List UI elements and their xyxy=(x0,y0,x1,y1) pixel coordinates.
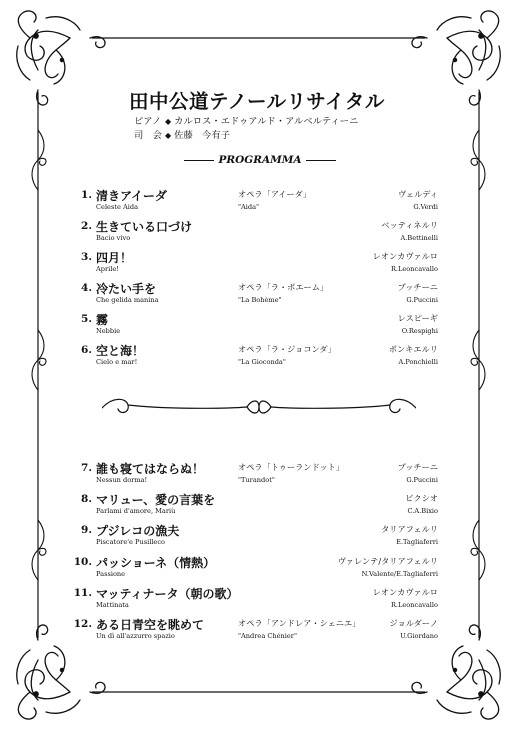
program-item xyxy=(70,587,442,615)
item-title-jp: 空と海！ xyxy=(96,344,145,358)
item-title-en: Un dì all'azzurro spazio xyxy=(96,632,175,640)
item-title-jp: 霧 xyxy=(96,313,109,327)
item-title-jp: パッショーネ（情熱） xyxy=(96,556,216,570)
program-item xyxy=(70,282,442,310)
item-composer-jp: ヴェルディ xyxy=(398,189,438,199)
item-opera-jp: オペラ「ラ・ボエーム」 xyxy=(238,282,329,292)
item-number: 6. xyxy=(81,344,92,356)
item-composer-jp: ジョルダーノ xyxy=(389,618,438,628)
item-composer-jp: レオンカヴァルロ xyxy=(372,251,438,261)
item-composer-jp: プッチーニ xyxy=(397,462,438,472)
program-item xyxy=(70,493,442,521)
item-title-en: Che gelida manina xyxy=(96,296,159,304)
item-title-en: Celeste Aida xyxy=(96,203,139,211)
item-composer-en: N.Valente/E.Tagliaferri xyxy=(361,570,438,578)
item-composer-en: G.Puccini xyxy=(406,476,438,484)
item-number: 9. xyxy=(81,524,92,536)
item-opera-it: "La Gioconda" xyxy=(238,358,286,366)
program-item xyxy=(70,618,442,646)
item-number: 8. xyxy=(81,493,92,505)
item-title-en: Bacio vivo xyxy=(96,234,131,242)
diamond-icon: ◆ xyxy=(165,117,172,126)
item-number: 1. xyxy=(81,189,92,201)
item-title-en: Cielo e mar! xyxy=(96,358,138,366)
item-title-en: Parlami d'amore, Mariù xyxy=(96,507,176,515)
credit-name: カルロス・エドゥアルド・アルベルティーニ xyxy=(174,116,359,127)
item-opera-jp: オペラ「ラ・ジョコンダ」 xyxy=(238,344,336,354)
item-composer-jp: レスピーギ xyxy=(397,313,438,323)
item-opera-it: "Aida" xyxy=(238,203,260,211)
diamond-icon: ◆ xyxy=(165,131,172,140)
item-composer-en: R.Leoncavallo xyxy=(390,265,438,273)
item-title-en: Nebbie xyxy=(96,327,121,335)
heading-rule-left xyxy=(184,160,214,161)
item-composer-en: R.Leoncavallo xyxy=(390,601,438,609)
item-title-jp: ある日青空を眺めて xyxy=(96,618,205,632)
credit-role: ピアノ xyxy=(134,116,162,127)
item-opera-it: "Andrea Chénier" xyxy=(238,632,297,640)
item-composer-jp: ベッティネルリ xyxy=(381,220,438,230)
item-opera-jp: オペラ「アイーダ」 xyxy=(238,189,311,199)
item-composer-en: U.Giordano xyxy=(400,632,438,640)
item-composer-en: G.Verdi xyxy=(413,203,438,211)
item-title-en: Aprile! xyxy=(96,265,119,273)
item-composer-jp: ビクシオ xyxy=(405,493,438,503)
item-composer-en: C.A.Bixio xyxy=(407,507,438,515)
item-number: 10. xyxy=(73,556,92,568)
item-title-en: Mattinata xyxy=(96,601,129,609)
program-item xyxy=(70,220,442,248)
programma-heading xyxy=(180,154,340,166)
item-title-jp: 四月！ xyxy=(96,251,133,265)
item-title-jp: 冷たい手を xyxy=(96,282,157,296)
program-item xyxy=(70,462,442,490)
item-title-en: Passione xyxy=(96,570,126,578)
item-title-en: Nessun dorma! xyxy=(96,476,148,484)
credit-name: 佐藤 今有子 xyxy=(174,130,230,141)
item-composer-en: A.Bettinelli xyxy=(400,234,438,242)
credit-pianist xyxy=(134,113,358,127)
item-composer-jp: ポンキエルリ xyxy=(388,344,438,354)
item-number: 7. xyxy=(81,462,92,474)
program-item xyxy=(70,524,442,552)
program-item xyxy=(70,313,442,341)
ornamental-divider xyxy=(102,395,416,421)
item-opera-jp: オペラ「アンドレア・シェニエ」 xyxy=(238,618,361,628)
programma-heading-text: PROGRAMMA xyxy=(218,154,302,166)
item-composer-jp: タリアフェルリ xyxy=(381,524,438,534)
item-title-jp: マッティナータ（朝の歌） xyxy=(96,587,239,601)
program-item xyxy=(70,556,442,584)
credit-role: 司 会 xyxy=(134,130,162,141)
item-opera-it: "La Bohème" xyxy=(238,296,282,304)
program-item xyxy=(70,344,442,372)
item-title-jp: 誰も寝てはならぬ！ xyxy=(96,462,205,476)
item-title-jp: 清きアイーダ xyxy=(96,189,167,203)
item-number: 11. xyxy=(73,587,92,599)
item-number: 5. xyxy=(81,313,92,325)
program-item xyxy=(70,251,442,279)
heading-rule-right xyxy=(306,160,336,161)
item-number: 3. xyxy=(81,251,92,263)
item-title-jp: マリュー、愛の言葉を xyxy=(96,493,216,507)
item-number: 4. xyxy=(81,282,92,294)
item-composer-en: A.Ponchielli xyxy=(398,358,438,366)
item-number: 2. xyxy=(81,220,92,232)
item-composer-jp: プッチーニ xyxy=(397,282,438,292)
item-title-jp: プジレコの漁夫 xyxy=(96,524,180,538)
item-title-jp: 生きている口づけ xyxy=(96,220,193,234)
item-opera-jp: オペラ「トゥーランドット」 xyxy=(238,462,344,472)
item-composer-jp: ヴァレンテ/タリアフェルリ xyxy=(337,556,438,566)
item-number: 12. xyxy=(73,618,92,630)
recital-title: 田中公道テノールリサイタル xyxy=(129,90,385,113)
item-composer-en: O.Respighi xyxy=(401,327,438,335)
item-composer-en: G.Puccini xyxy=(406,296,438,304)
program-item xyxy=(70,189,442,217)
item-opera-it: "Turandot" xyxy=(238,476,275,484)
item-composer-en: E.Tagliaferri xyxy=(396,538,438,546)
item-title-en: Piscatore'e Pusilleco xyxy=(96,538,165,546)
item-composer-jp: レオンカヴァルロ xyxy=(372,587,438,597)
credit-host xyxy=(134,127,230,141)
